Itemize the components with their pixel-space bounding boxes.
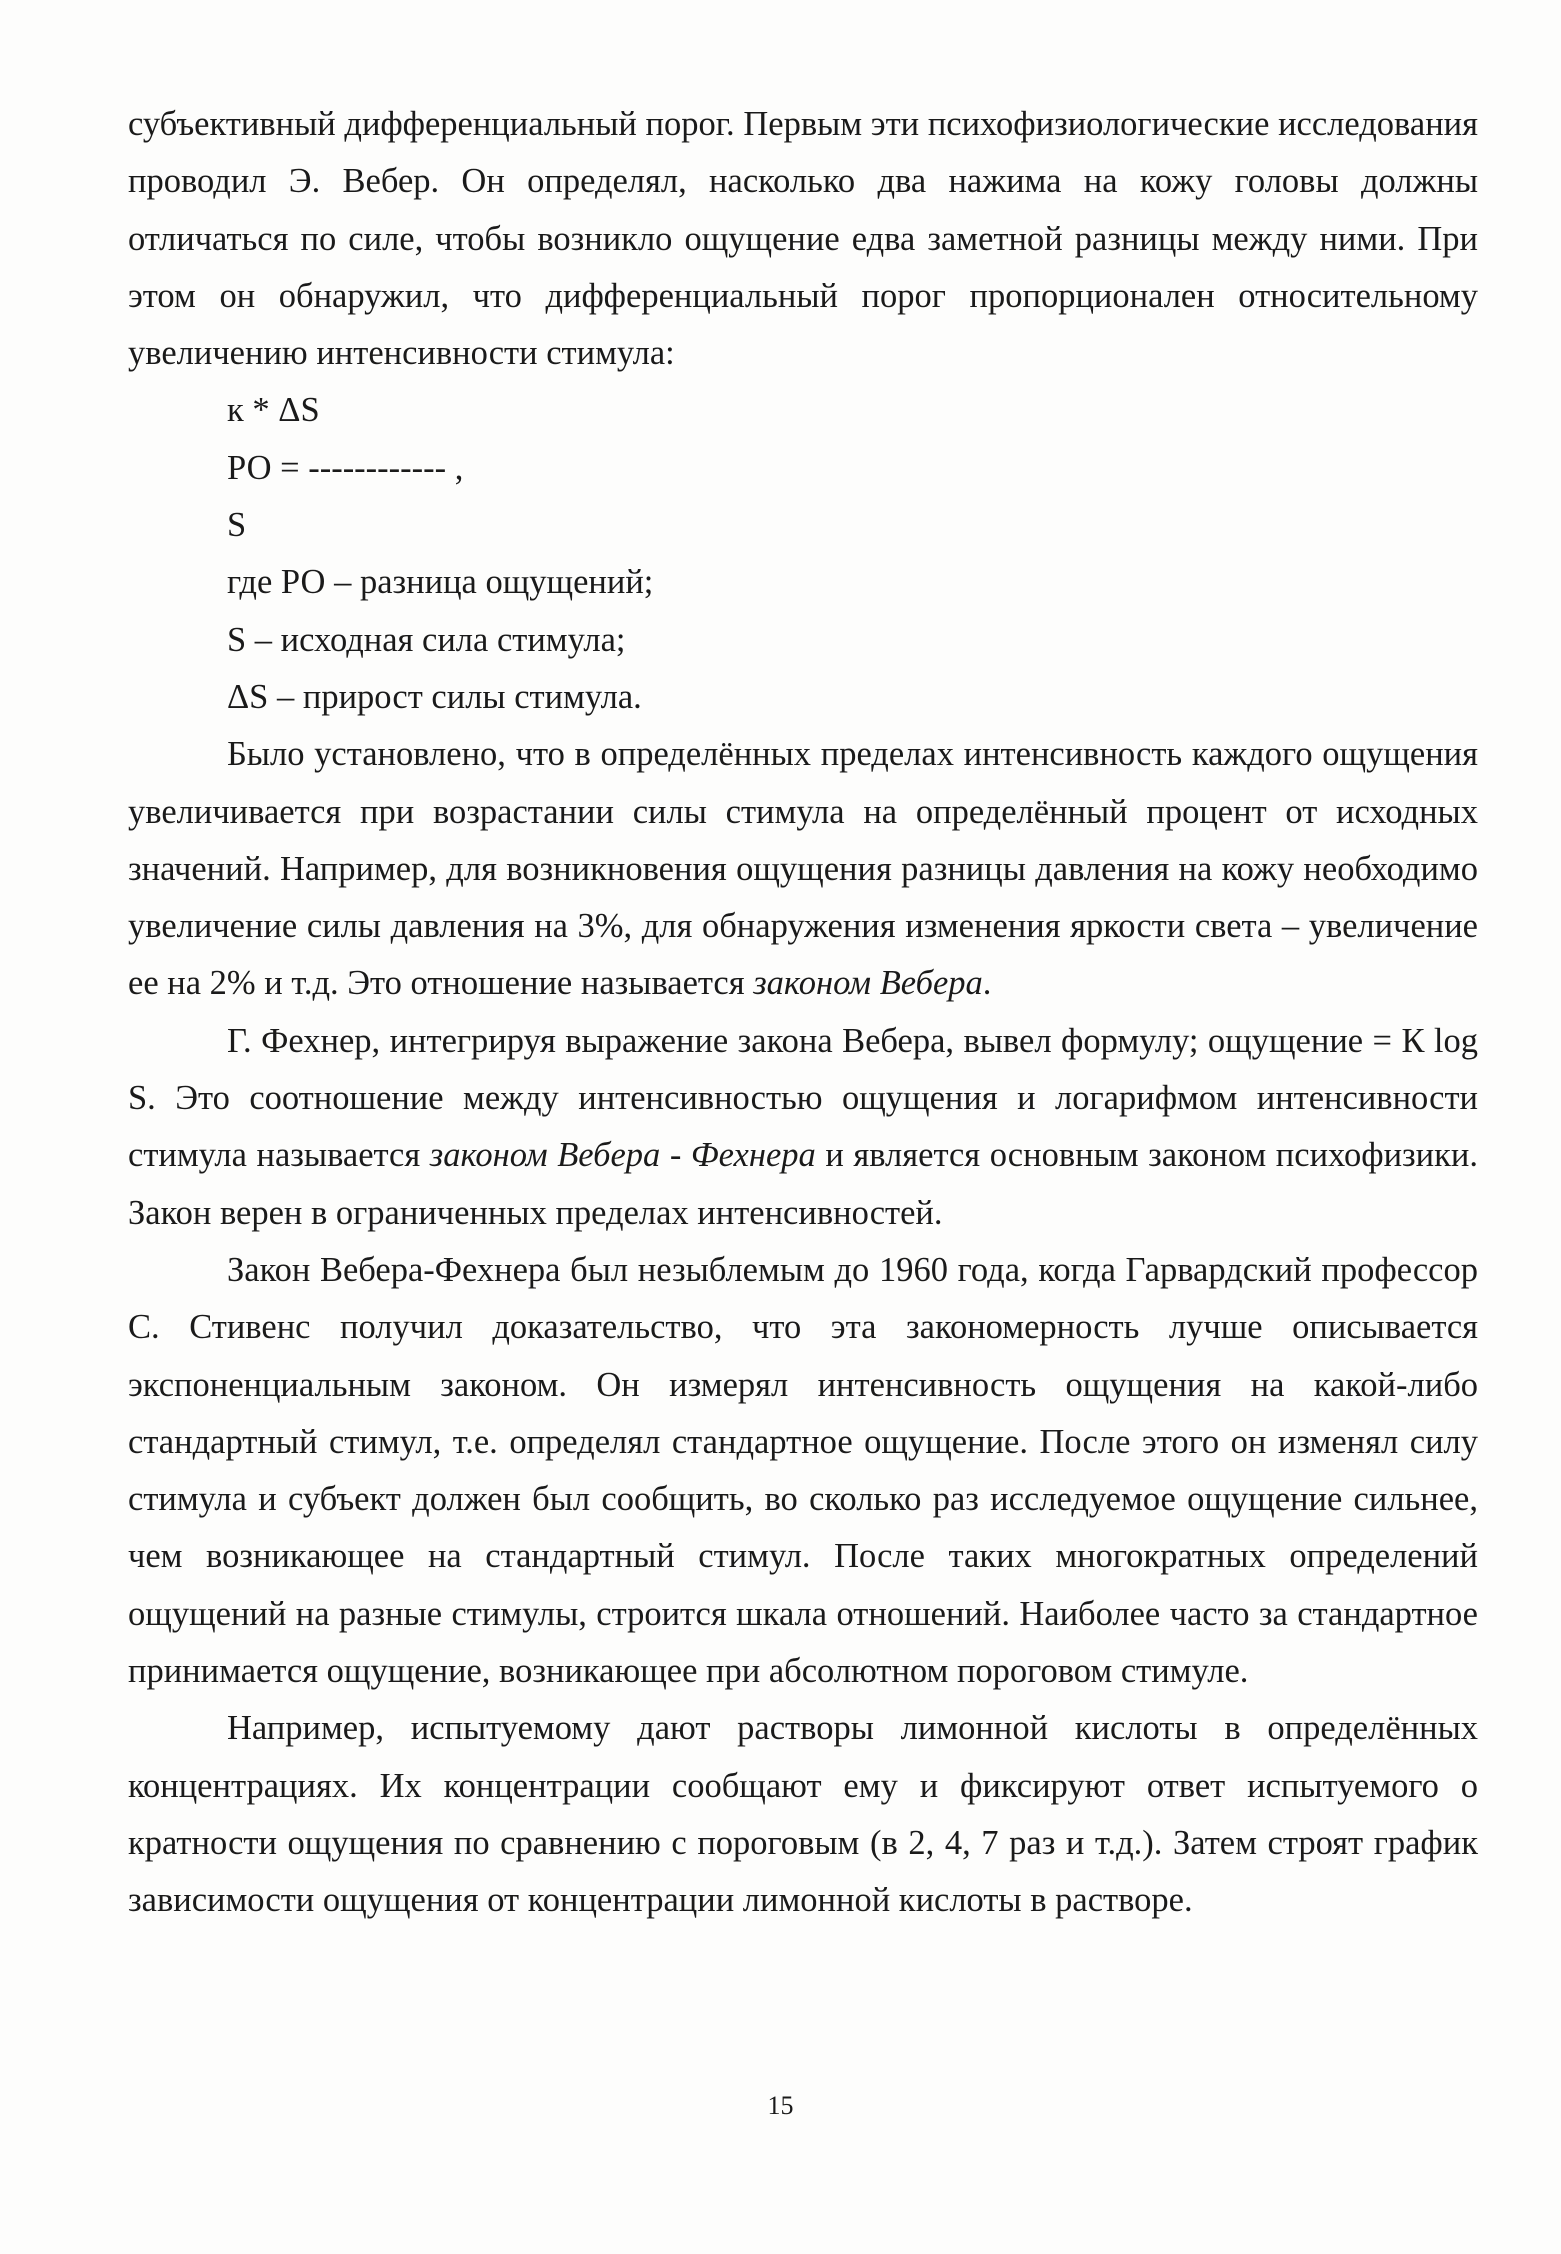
definition-s: S – исходная сила стимула; <box>227 620 626 659</box>
formula-denominator: S <box>227 506 247 545</box>
paragraph-weber-law <box>128 726 1478 1012</box>
formula-numerator: к * ΔS <box>227 391 320 430</box>
paragraph-weber-intro: субъективный дифференциальный порог. Первым эти психофизиологические исследования проводил Э. Вебер. Он определял, насколько два нажима на кожу головы должны отличаться по силе, чтобы возникло ощущение едва заметной разницы между ними. При этом он обнаружил, что дифференциальный порог пропорционален относительному увеличению интенсивности стимула: <box>128 105 1478 373</box>
paragraph-fechner <box>128 1013 1478 1242</box>
paragraph-weber-law-text: Было установлено, что в определённых пределах интенсивность каждого ощущения увеличивается при возрастании силы стимула на определённый процент от исходных значений. Например, для возникновения ощущения разницы давления на кожу необходимо увеличение силы давления на 3%, для обнаружения изменения яркости света – увеличение ее на 2% и т.д. Это отношение называется <box>128 735 1478 1003</box>
definition-delta-s: ΔS – прирост силы стимула. <box>227 677 642 716</box>
paragraph-fechner-text-2: и является основным законом психофизики. Закон верен в ограниченных пределах интенсивностей. <box>128 1136 1478 1232</box>
paragraph-stevens: Закон Вебера-Фехнера был незыблемым до 1960 года, когда Гарвардский профессор С. Стивенс получил доказательство, что эта закономерность лучше описывается экспоненциальным законом. Он измерял интенсивность ощущения на какой-либо стандартный стимул, т.е. определял стандартное ощущение. После этого он изменял силу стимула и субъект должен был сообщить, во сколько раз исследуемое ощущение сильнее, чем возникающее на стандартный стимул. После таких многократных определений ощущений на разные стимулы, строится шкала отношений. Наиболее часто за стандартное принимается ощущение, возникающее при абсолютном пороговом стимуле. <box>128 1250 1478 1691</box>
definition-ro: где РО – разница ощущений; <box>227 563 654 602</box>
term-weber-law: законом Вебера <box>753 964 983 1003</box>
term-weber-fechner-law: законом Вебера - Фехнера <box>429 1136 816 1175</box>
formula-equation: РО = ------------ , <box>227 448 464 487</box>
page-body <box>128 96 1478 1930</box>
paragraph-example: Например, испытуемому дают растворы лимонной кислоты в определённых концентрациях. Их концентрации сообщают ему и фиксируют ответ испытуемого о кратности ощущения по сравнению с пороговым (в 2, 4, 7 раз и т.д.). Затем строят график зависимости ощущения от концентрации лимонной кислоты в растворе. <box>128 1709 1478 1920</box>
paragraph-weber-law-end: . <box>982 964 992 1003</box>
paragraph-fechner-text-1: Г. Фехнер, интегрируя выражение закона Вебера, вывел формулу; ощущение = К log S. Это соотношение между интенсивностью ощущения и логарифмом интенсивности стимула называется <box>128 1021 1478 1175</box>
page-number: 15 <box>767 2091 794 2120</box>
